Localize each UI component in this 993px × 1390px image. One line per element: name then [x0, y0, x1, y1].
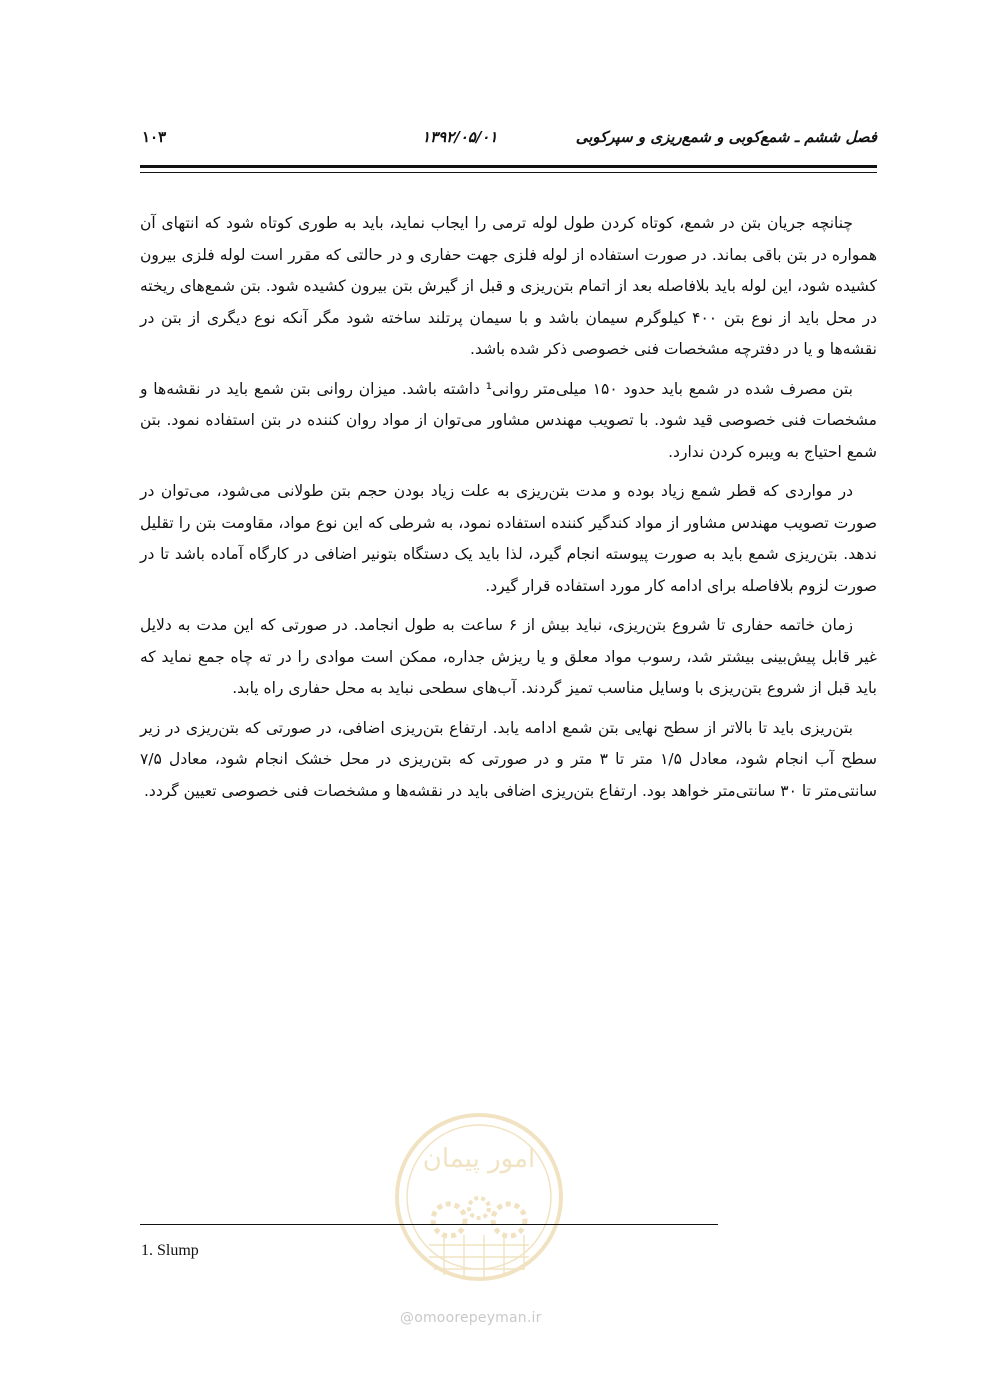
- paragraph: در مواردی که قطر شمع زیاد بوده و مدت بتن‌ریزی به علت زیاد بودن حجم بتن طولانی می‌شود، می‌توان در صورت تصویب مهندس مشاور از مواد کندگیر کننده استفاده نمود، به شرطی که این نوع مواد، مقاومت بتن را تقلیل ندهد. بتن‌ریزی شمع باید به صورت پیوسته انجام گیرد، لذا باید یک دستگاه بتونیر اضافی در کارگاه آماده باشد تا در صورت لزوم بلافاصله برای ادامه کار مورد استفاده قرار گیرد.: [140, 482, 877, 595]
- chapter-title: فصل ششم ـ شمع‌کوبی و شمع‌ریزی و سپرکوبی: [575, 128, 877, 146]
- header-rule-thin: [140, 172, 877, 173]
- svg-text:امور پیمان: امور پیمان: [422, 1144, 536, 1174]
- page-number: ۱۰۳: [142, 128, 167, 146]
- footnote-separator: [140, 1224, 718, 1225]
- body-text: [140, 208, 877, 815]
- paragraph: زمان خاتمه حفاری تا شروع بتن‌ریزی، نباید بیش از ۶ ساعت به طول انجامد. در صورتی که این مدت به دلایل غیر قابل پیش‌بینی بیشتر شد، رسوب مواد معلق و یا ریزش جداره، ممکن است موادی را در ته چاه جمع نماید که باید قبل از شروع بتن‌ریزی با وسایل مناسب تمیز گردند. آب‌های سطحی نباید به محل حفاری راه یابد.: [140, 616, 877, 697]
- page-header: [140, 122, 877, 156]
- paragraph: بتن مصرف شده در شمع باید حدود ۱۵۰ میلی‌متر روانی¹ داشته باشد. میزان روانی بتن شمع باید در نقشه‌ها و مشخصات فنی خصوصی قید شود. با تصویب مهندس مشاور می‌توان از مواد روان کننده در بتن استفاده نمود. بتن شمع احتیاج به ویبره کردن ندارد.: [140, 379, 877, 461]
- footnote: 1. Slump: [141, 1242, 199, 1259]
- revision-date: ۱۳۹۲/۰۵/۰۱: [422, 128, 498, 146]
- header-rule-thick: [140, 165, 877, 168]
- paragraph: چنانچه جریان بتن در شمع، کوتاه کردن طول لوله ترمی را ایجاب نماید، باید به طوری کوتاه شود که انتهای آن همواره در بتن باقی بماند. در صورت استفاده از لوله فلزی جهت حفاری و در حالتی که مقرر است لوله فلزی بیرون کشیده شود، این لوله باید بلافاصله بعد از اتمام بتن‌ریزی و قبل از گیرش بتن بیرون کشیده شود. بتن شمع‌های ریخته در محل باید از نوع بتن ۴۰۰ کیلوگرم سیمان باشد و با سیمان پرتلند ساخته شود مگر آنکه نوع دیگری از بتن در نقشه‌ها و یا در دفترچه مشخصات فنی خصوصی ذکر شده باشد.: [140, 214, 877, 358]
- watermark-logo: [389, 1105, 569, 1295]
- paragraph: بتن‌ریزی باید تا بالاتر از سطح نهایی بتن شمع ادامه یابد. ارتفاع بتن‌ریزی اضافی، در صورتی که بتن‌ریزی در زیر سطح آب انجام شود، معادل ۱/۵ متر تا ۳ متر و در صورتی که بتن‌ریزی در محل خشک انجام شود، معادل ۷/۵ سانتی‌متر تا ۳۰ سانتی‌متر خواهد بود. ارتفاع بتن‌ریزی اضافی باید در نقشه‌ها و مشخصات فنی خصوصی تعیین گردد.: [140, 718, 877, 800]
- watermark-url: @omoorepeyman.ir: [400, 1310, 542, 1326]
